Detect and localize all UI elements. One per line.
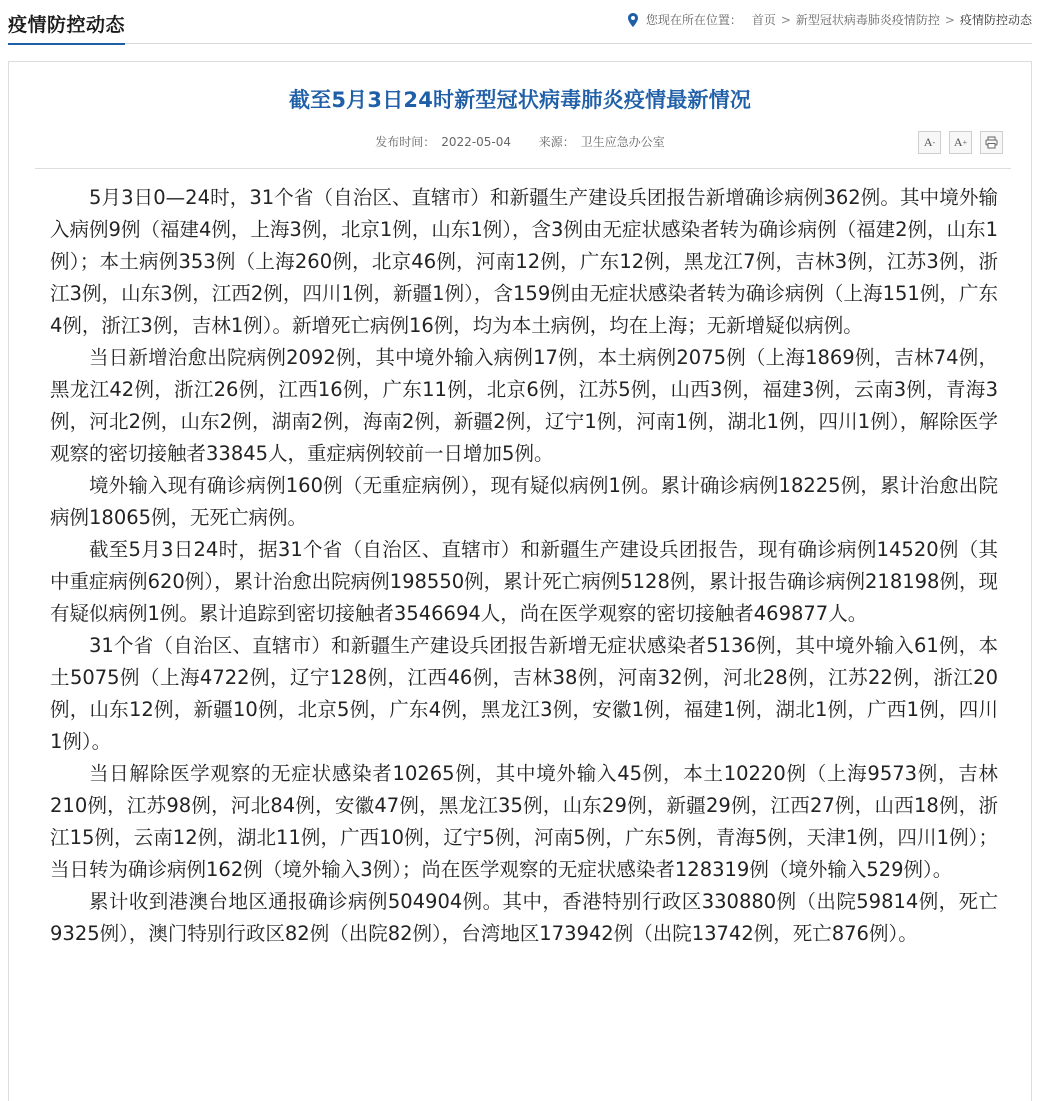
article-container — [8, 61, 1032, 1101]
publish-date: 2022-05-04 — [441, 135, 512, 149]
font-smaller-button[interactable]: A - — [918, 131, 941, 154]
breadcrumb-separator: > — [944, 12, 955, 27]
breadcrumb-category-link[interactable]: 新型冠状病毒肺炎疫情防控 — [795, 13, 940, 27]
breadcrumb-home-link[interactable]: 首页 — [751, 13, 776, 27]
top-bar — [8, 0, 1032, 44]
paragraph: 当日新增治愈出院病例2092例，其中境外输入病例17例，本土病例2075例（上海1869例，吉林74例，黑龙江42例，浙江26例，江西16例，广东11例，北京6例，江苏5例，山西3例，福建3例，云南3例，青海3例，河北2例，山东2例，湖南2例，海南2例，新疆2例，辽宁1例，河南1例，湖北1例，四川1例），解除医学观察的密切接触者33845人，重症病例较前一日增加5例。 — [50, 346, 998, 465]
paragraph: 境外输入现有确诊病例160例（无重症病例），现有疑似病例1例。累计确诊病例18225例，累计治愈出院病例18065例，无死亡病例。 — [50, 474, 998, 529]
publish-label: 发布时间： — [375, 135, 436, 149]
paragraph: 累计收到港澳台地区通报确诊病例504904例。其中，香港特别行政区330880例（出院59814例，死亡9325例），澳门特别行政区82例（出院82例），台湾地区173942例（出院13742例，死亡876例）。 — [50, 890, 998, 945]
printer-icon — [985, 136, 998, 149]
breadcrumb-prefix: 您现在所在位置： — [645, 13, 742, 27]
source-label: 来源： — [538, 135, 575, 149]
font-larger-button[interactable]: A + — [949, 131, 972, 154]
paragraph: 截至5月3日24时，据31个省（自治区、直辖市）和新疆生产建设兵团报告，现有确诊病例14520例（其中重症病例620例），累计治愈出院病例198550例，累计死亡病例5128例，累计报告确诊病例218198例，现有疑似病例1例。累计追踪到密切接触者3546694人，尚在医学观察的密切接触者469877人。 — [50, 538, 998, 625]
print-button[interactable] — [980, 131, 1003, 154]
article-title: 截至5月3日24时新型冠状病毒肺炎疫情最新情况 — [288, 88, 752, 112]
breadcrumb-current: 疫情防控动态 — [959, 13, 1032, 27]
paragraph: 5月3日0—24时，31个省（自治区、直辖市）和新疆生产建设兵团报告新增确诊病例362例。其中境外输入病例9例（福建4例，上海3例，北京1例，山东1例），含3例由无症状感染者转为确诊病例（福建2例，山东1例）；本土病例353例（上海260例，北京46例，河南12例，广东12例，黑龙江7例，吉林3例，江苏3例，浙江3例，山东3例，江西2例，四川1例，新疆1例），含159例由无症状感染者转为确诊病例（上海151例，广东4例，浙江3例，吉林1例）。新增死亡病例16例，均为本土病例，均在上海；无新增疑似病例。 — [50, 186, 998, 337]
location-pin-icon — [628, 13, 638, 27]
divider — [35, 168, 1011, 169]
breadcrumb — [628, 11, 1032, 28]
article-body — [50, 182, 998, 950]
paragraph: 31个省（自治区、直辖市）和新疆生产建设兵团报告新增无症状感染者5136例，其中境外输入61例，本土5075例（上海4722例，辽宁128例，江西46例，吉林38例，河南32例，河北28例，江苏22例，浙江20例，山东12例，新疆10例，北京5例，广东4例，黑龙江3例，安徽1例，福建1例，湖北1例，广西1例，四川1例）。 — [50, 634, 998, 753]
section-title: 疫情防控动态 — [8, 10, 125, 45]
paragraph: 当日解除医学观察的无症状感染者10265例，其中境外输入45例，本土10220例（上海9573例，吉林210例，江苏98例，河北84例，安徽47例，黑龙江35例，山东29例，新疆29例，江西27例，山西18例，浙江15例，云南12例，湖北11例，广西10例，辽宁5例，河南5例，广东5例，青海5例，天津1例，四川1例）；当日转为确诊病例162例（境外输入3例）；尚在医学观察的无症状感染者128319例（境外输入529例）。 — [50, 762, 998, 881]
article-tools — [918, 131, 1003, 154]
article-meta — [9, 133, 1031, 150]
breadcrumb-separator: > — [780, 12, 791, 27]
source-value: 卫生应急办公室 — [580, 135, 665, 149]
